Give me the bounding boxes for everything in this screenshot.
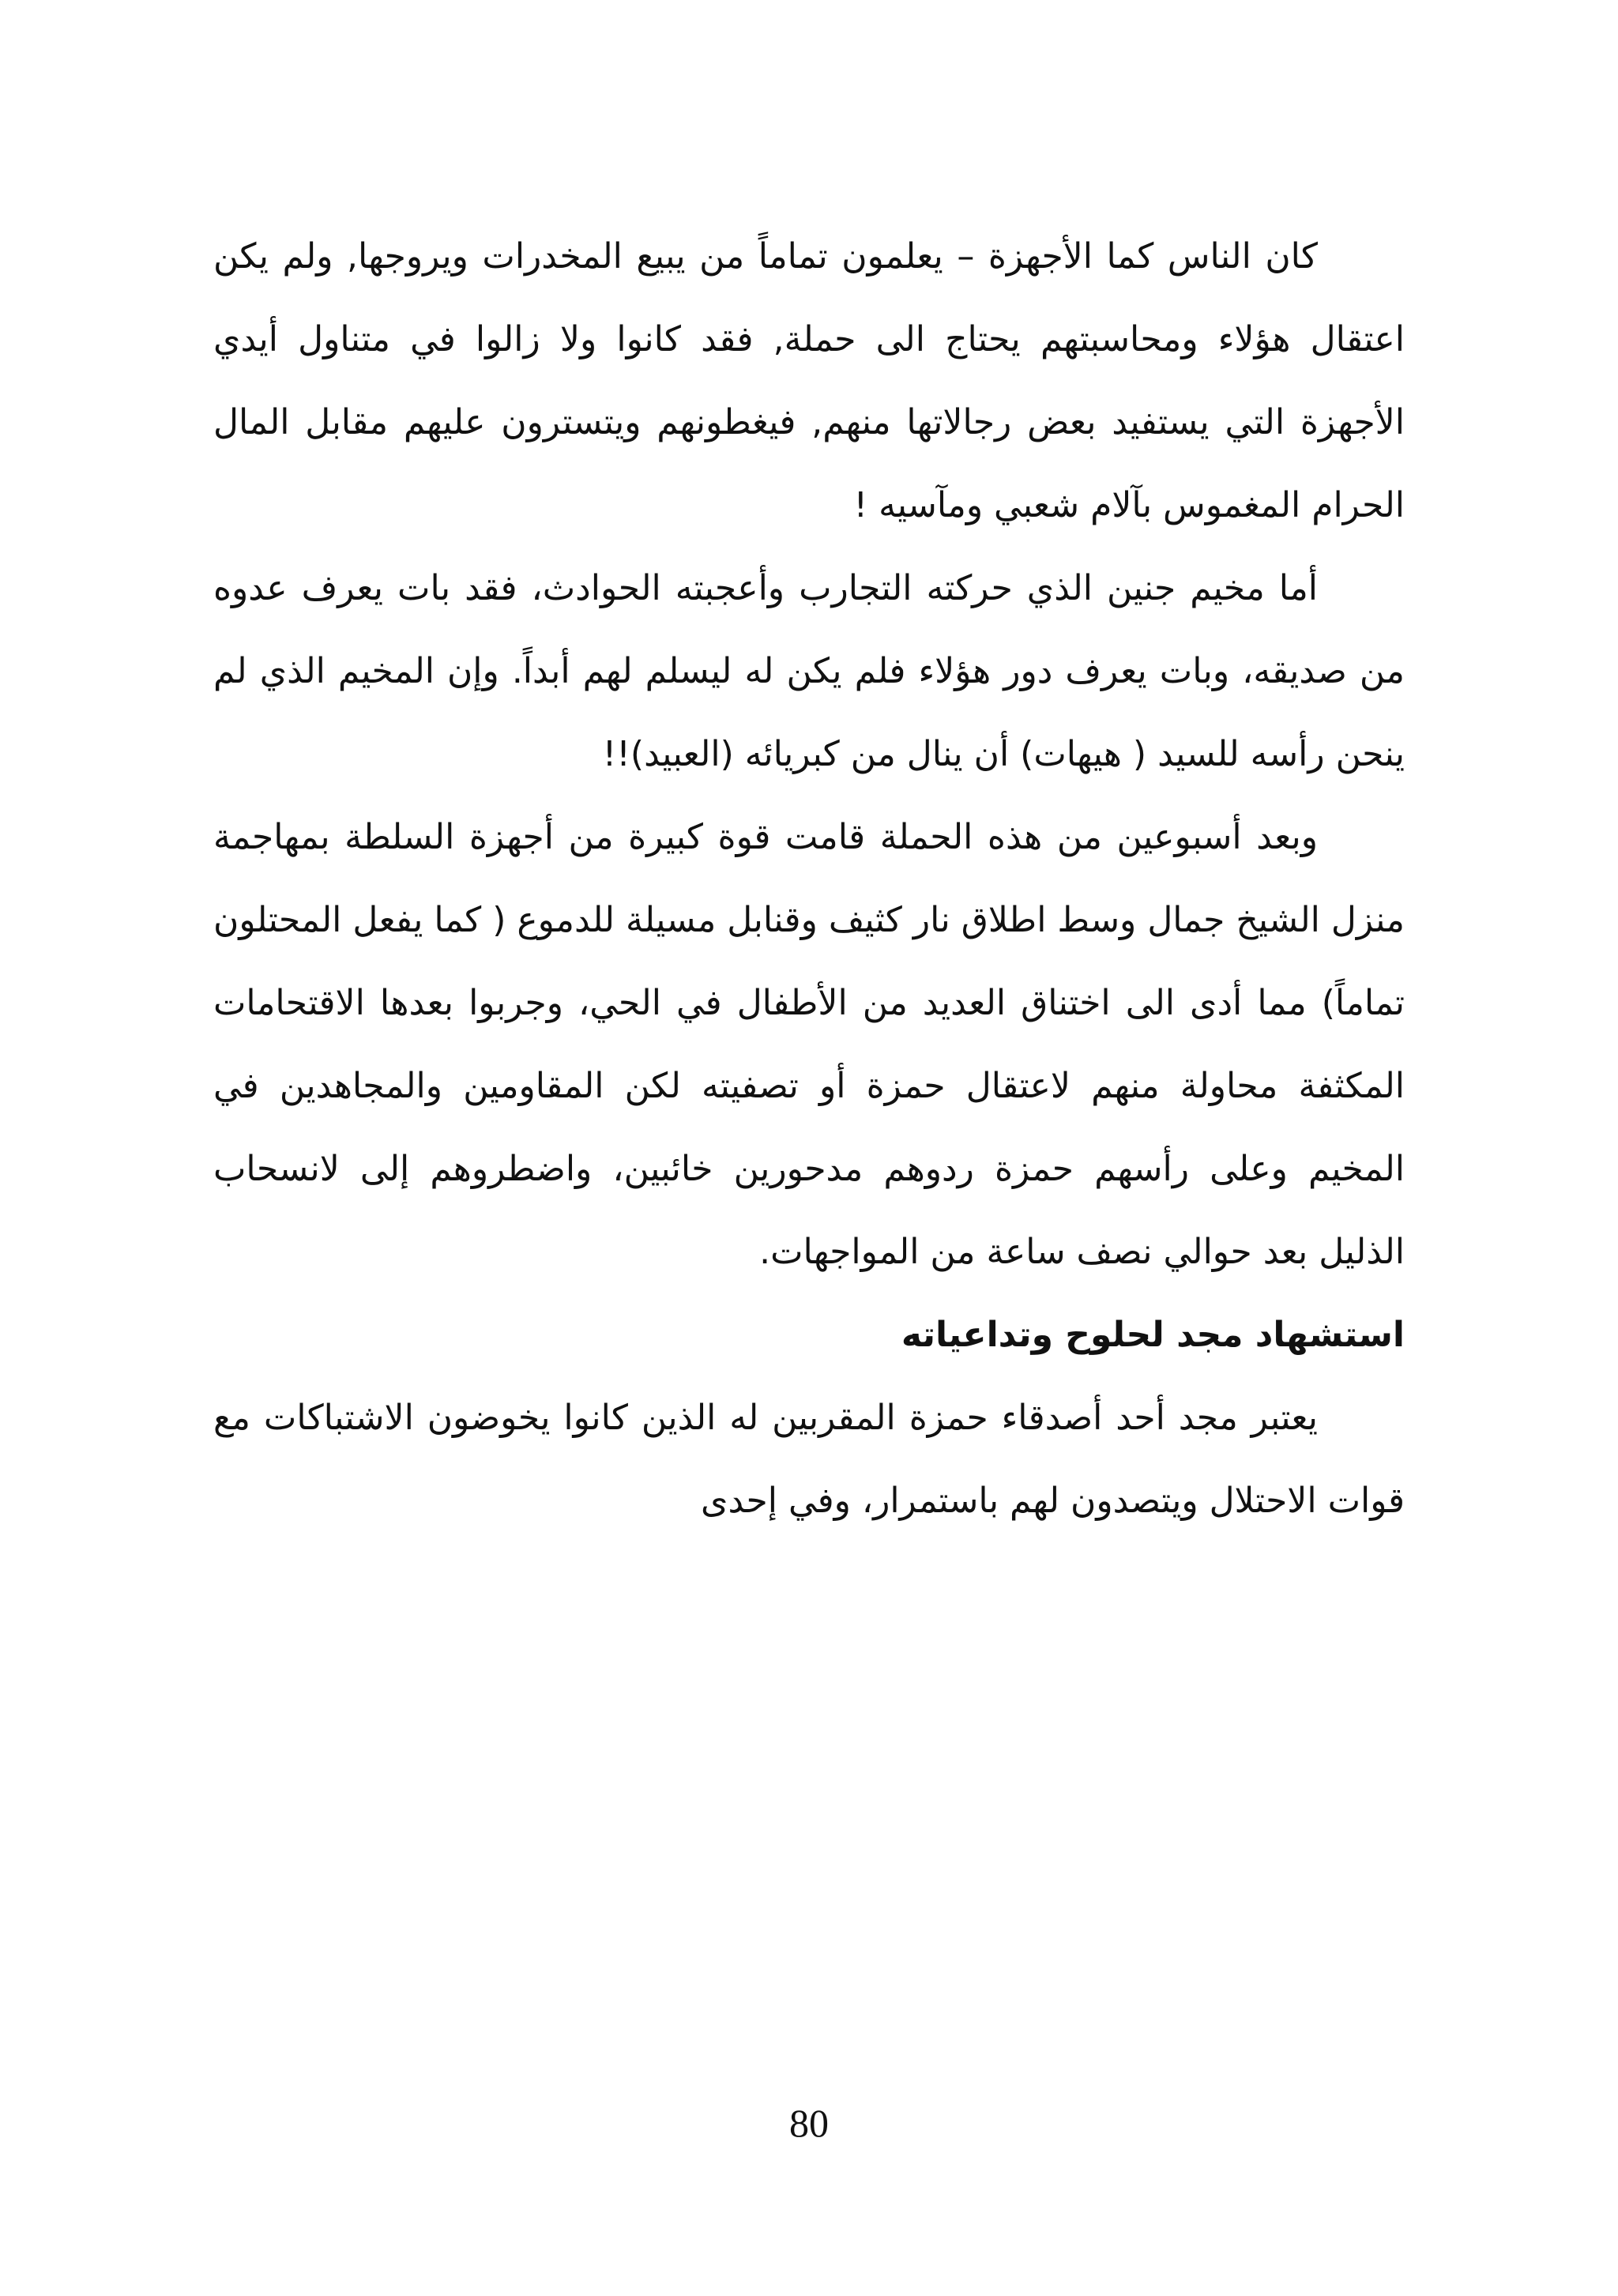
paragraph-1: كان الناس كما الأجهزة – يعلمون تماماً من يبيع المخدرات ويروجها, ولم يكن اعتقال هؤلاء ومحاسبتهم يحتاج الى حملة, فقد كانوا ولا زالوا في متناول أيدي الأجهزة التي يستفيد بعض رجالاتها منهم, فيغطونهم ويتسترون عليهم مقابل المال الحرام المغموس بآلام شعبي ومآسيه ! xyxy=(213,236,1405,525)
page-number: 80 xyxy=(789,2101,829,2145)
paragraph-3: وبعد أسبوعين من هذه الحملة قامت قوة كبيرة من أجهزة السلطة بمهاجمة منزل الشيخ جمال وسط اطلاق نار كثيف وقنابل مسيلة للدموع ( كما يفعل المحتلون تماماً) مما أدى الى اختناق العديد من الأطفال في الحي، وجربوا بعدها الاقتحامات المكثفة محاولة منهم لاعتقال حمزة أو تصفيته لكن المقاومين والمجاهدين في المخيم وعلى رأسهم حمزة ردوهم مدحورين خائبين، واضطروهم إلى لانسحاب الذليل بعد حوالي نصف ساعة من المواجهات. xyxy=(213,817,1405,1272)
paragraph-2: أما مخيم جنين الذي حركته التجارب وأعجبته الحوادث، فقد بات يعرف عدوه من صديقه، وبات يعرف دور هؤلاء فلم يكن له ليسلم لهم أبداً. وإن المخيم الذي لم ينحن رأسه للسيد ( هيهات) أن ينال من كبريائه (العبيد)!! xyxy=(213,568,1405,774)
paragraph-4: يعتبر مجد أحد أصدقاء حمزة المقربين له الذين كانوا يخوضون الاشتباكات مع قوات الاحتلال ويتصدون لهم باستمرار، وفي إحدى xyxy=(213,1398,1405,1521)
page-body xyxy=(213,215,1405,1542)
section-heading: استشهاد مجد لحلوح وتداعياته xyxy=(901,1315,1405,1355)
